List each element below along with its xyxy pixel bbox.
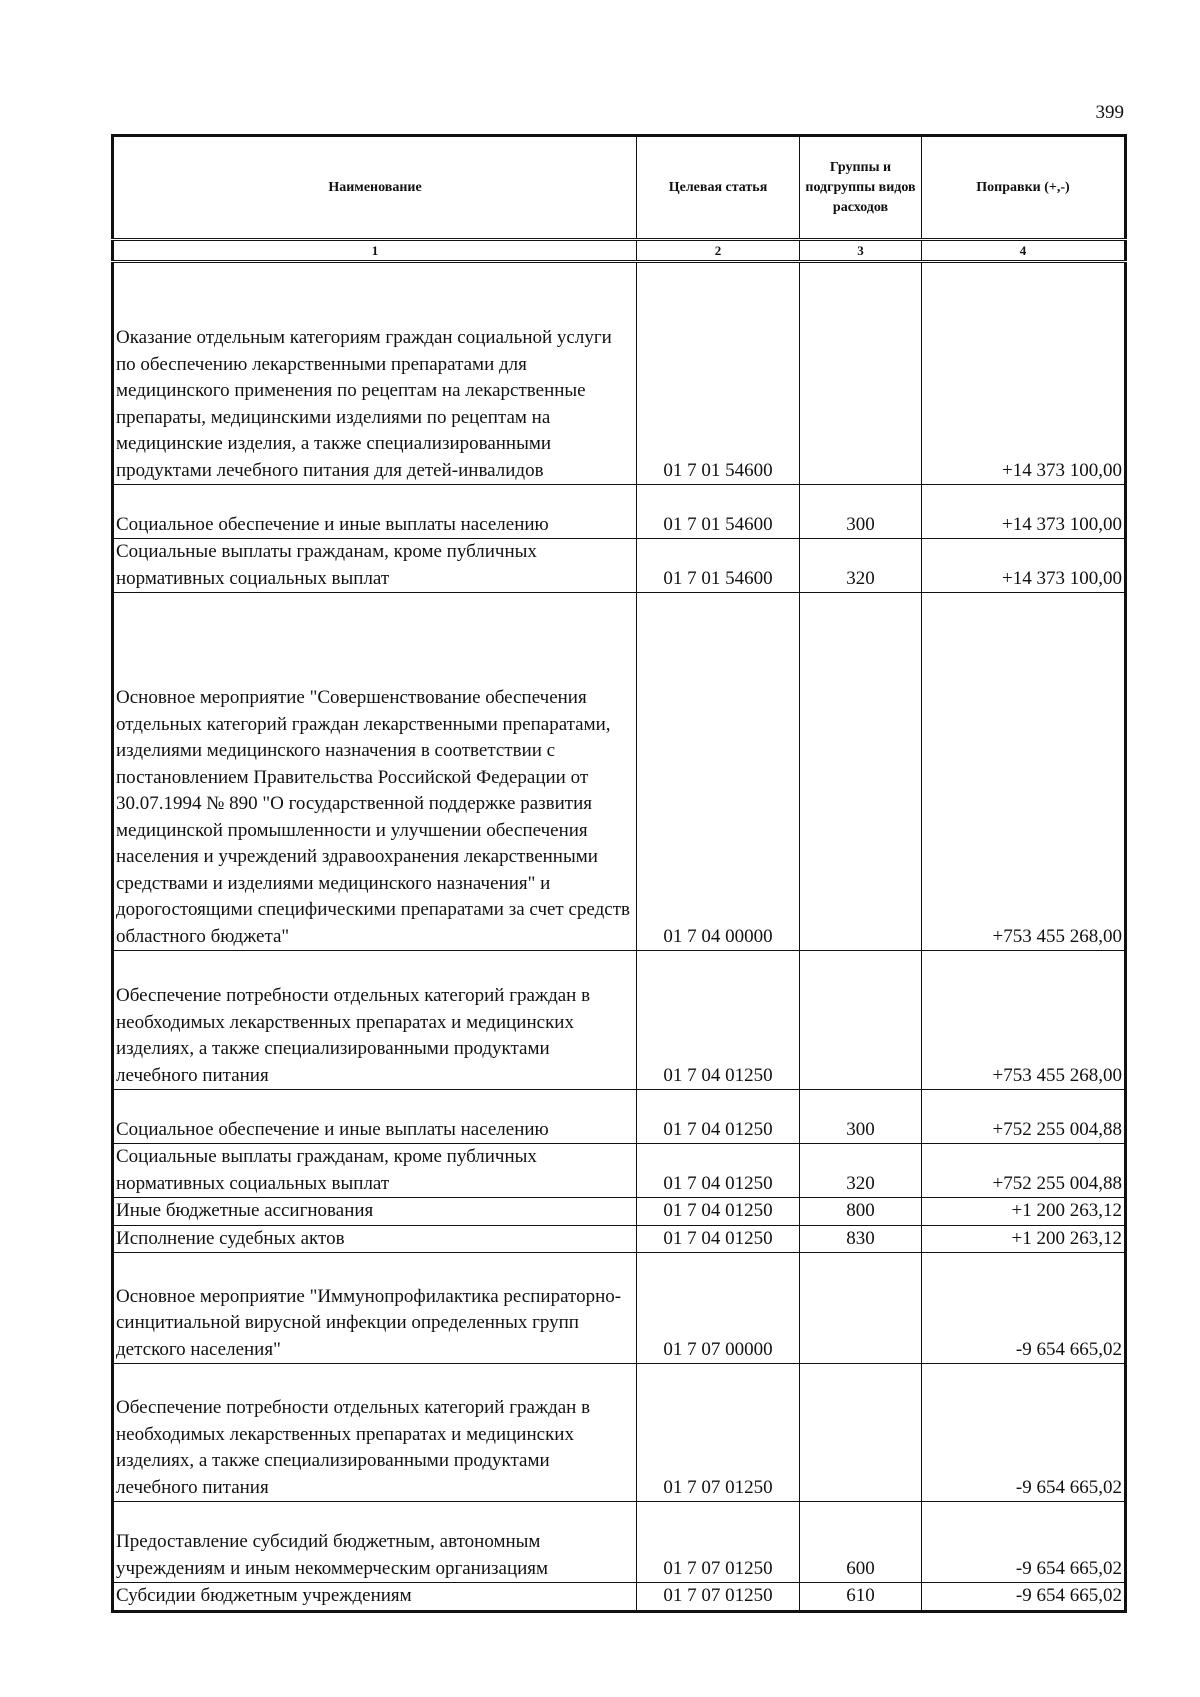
column-number-3: 3 [800, 240, 922, 262]
row-code: 01 7 04 01250 [637, 951, 800, 1090]
row-name: Социальные выплаты гражданам, кроме публичных нормативных социальных выплат [113, 1144, 637, 1198]
row-code: 01 7 07 00000 [637, 1253, 800, 1364]
row-amount: -9 654 665,02 [922, 1583, 1126, 1612]
page-number: 399 [1095, 102, 1124, 123]
row-group: 320 [800, 1144, 922, 1198]
row-name: Оказание отдельным категориям граждан социальной услуги по обеспечению лекарственными препаратами для медицинского применения по рецептам на лекарственные препараты, медицинскими изделиями по рецептам на медицинские изделия, а также специализированными продуктами лечебного питания для детей-инвалидов [113, 262, 637, 485]
row-name: Обеспечение потребности отдельных категорий граждан в необходимых лекарственных препаратах и медицинских изделиях, а также специализированными продуктами лечебного питания [113, 1364, 637, 1502]
row-name: Основное мероприятие "Иммунопрофилактика респираторно-синцитиальной вирусной инфекции определенных групп детского населения" [113, 1253, 637, 1364]
row-code: 01 7 04 01250 [637, 1144, 800, 1198]
row-group: 800 [800, 1198, 922, 1226]
row-code: 01 7 01 54600 [637, 262, 800, 485]
row-group [800, 1253, 922, 1364]
row-code: 01 7 07 01250 [637, 1502, 800, 1583]
row-name: Социальные выплаты гражданам, кроме публичных нормативных социальных выплат [113, 539, 637, 593]
row-amount: -9 654 665,02 [922, 1253, 1126, 1364]
row-name: Исполнение судебных актов [113, 1225, 637, 1253]
table-row [113, 1090, 1126, 1144]
table-row [113, 593, 1126, 951]
row-amount: +14 373 100,00 [922, 539, 1126, 593]
budget-table [111, 134, 1127, 1613]
row-amount: +1 200 263,12 [922, 1198, 1126, 1226]
table-row [113, 1583, 1126, 1612]
row-code: 01 7 04 01250 [637, 1198, 800, 1226]
row-group [800, 593, 922, 951]
table-row [113, 1198, 1126, 1226]
table-row [113, 1253, 1126, 1364]
row-name: Иные бюджетные ассигнования [113, 1198, 637, 1226]
row-code: 01 7 01 54600 [637, 485, 800, 539]
header-amendments: Поправки (+,-) [922, 136, 1126, 240]
header-groups: Группы и подгруппы видов расходов [800, 136, 922, 240]
header-name: Наименование [113, 136, 637, 240]
header-target: Целевая статья [637, 136, 800, 240]
row-code: 01 7 04 01250 [637, 1225, 800, 1253]
row-code: 01 7 04 01250 [637, 1090, 800, 1144]
row-amount: +752 255 004,88 [922, 1090, 1126, 1144]
row-name: Обеспечение потребности отдельных категорий граждан в необходимых лекарственных препаратах и медицинских изделиях, а также специализированными продуктами лечебного питания [113, 951, 637, 1090]
row-group: 600 [800, 1502, 922, 1583]
row-amount: +752 255 004,88 [922, 1144, 1126, 1198]
table-row [113, 485, 1126, 539]
table-row [113, 951, 1126, 1090]
row-group: 610 [800, 1583, 922, 1612]
row-amount: +14 373 100,00 [922, 262, 1126, 485]
row-group [800, 951, 922, 1090]
row-name: Субсидии бюджетным учреждениям [113, 1583, 637, 1612]
row-group: 320 [800, 539, 922, 593]
table-row [113, 1364, 1126, 1502]
row-group [800, 1364, 922, 1502]
row-code: 01 7 01 54600 [637, 539, 800, 593]
row-code: 01 7 04 00000 [637, 593, 800, 951]
row-name: Основное мероприятие "Совершенствование обеспечения отдельных категорий граждан лекарственными препаратами, изделиями медицинского назначения в соответствии с постановлением Правительства Российской Федерации от 30.07.1994 № 890 "О государственной поддержке развития медицинской промышленности и улучшении обеспечения населения и учреждений здравоохранения лекарственными средствами и изделиями медицинского назначения" и дорогостоящими специфическими препаратами за счет средств областного бюджета" [113, 593, 637, 951]
column-number-4: 4 [922, 240, 1126, 262]
column-number-2: 2 [637, 240, 800, 262]
column-number-1: 1 [113, 240, 637, 262]
row-amount: +14 373 100,00 [922, 485, 1126, 539]
row-group: 300 [800, 1090, 922, 1144]
row-amount: -9 654 665,02 [922, 1364, 1126, 1502]
row-amount: +1 200 263,12 [922, 1225, 1126, 1253]
table-row [113, 1502, 1126, 1583]
row-name: Социальное обеспечение и иные выплаты населению [113, 1090, 637, 1144]
row-name: Социальное обеспечение и иные выплаты населению [113, 485, 637, 539]
row-code: 01 7 07 01250 [637, 1583, 800, 1612]
row-group: 300 [800, 485, 922, 539]
row-group [800, 262, 922, 485]
row-code: 01 7 07 01250 [637, 1364, 800, 1502]
table-row [113, 262, 1126, 485]
row-amount: -9 654 665,02 [922, 1502, 1126, 1583]
row-amount: +753 455 268,00 [922, 951, 1126, 1090]
row-group: 830 [800, 1225, 922, 1253]
row-amount: +753 455 268,00 [922, 593, 1126, 951]
table-row [113, 1144, 1126, 1198]
row-name: Предоставление субсидий бюджетным, автономным учреждениям и иным некоммерческим организациям [113, 1502, 637, 1583]
table-row [113, 539, 1126, 593]
table-row [113, 1225, 1126, 1253]
